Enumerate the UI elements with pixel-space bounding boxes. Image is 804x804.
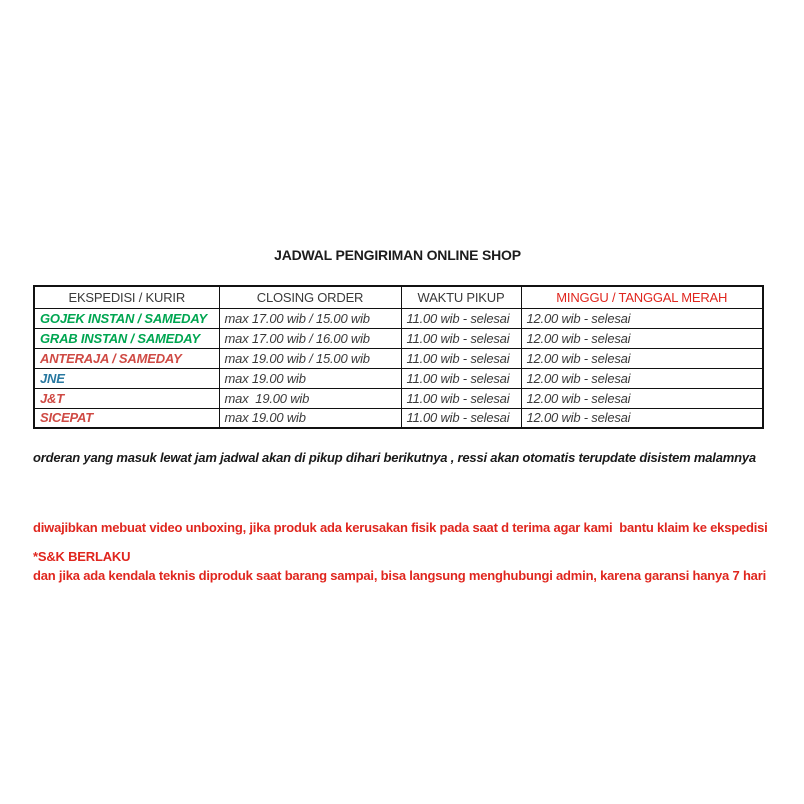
header-ekspedisi-kurir: EKSPEDISI / KURIR [34,286,219,308]
waktu-pikup-cell: 11.00 wib - selesai [401,308,521,328]
closing-order-cell: max 19.00 wib [219,408,401,428]
shipping-schedule-table [33,285,764,429]
minggu-cell: 12.00 wib - selesai [521,308,763,328]
note-unboxing-line-1: diwajibkan mebuat video unboxing, jika produk ada kerusakan fisik pada saat d terima agar kami bantu klaim ke ekspedisi [33,520,768,535]
closing-order-cell: max 19.00 wib / 15.00 wib [219,348,401,368]
courier-cell: GOJEK INSTAN / SAMEDAY [34,308,219,328]
note-unboxing-line-2: dan jika ada kendala teknis diproduk saat barang sampai, bisa langsung menghubungi admin, karena garansi hanya 7 hari [33,568,766,583]
minggu-cell: 12.00 wib - selesai [521,408,763,428]
minggu-cell: 12.00 wib - selesai [521,368,763,388]
courier-cell: GRAB INSTAN / SAMEDAY [34,328,219,348]
courier-cell: SICEPAT [34,408,219,428]
minggu-cell: 12.00 wib - selesai [521,348,763,368]
closing-order-cell: max 17.00 wib / 15.00 wib [219,308,401,328]
minggu-cell: 12.00 wib - selesai [521,388,763,408]
courier-cell: JNE [34,368,219,388]
header-closing-order: CLOSING ORDER [219,286,401,308]
table-row [34,328,763,348]
table-row [34,368,763,388]
closing-order-cell: max 17.00 wib / 16.00 wib [219,328,401,348]
courier-cell: ANTERAJA / SAMEDAY [34,348,219,368]
table-row [34,388,763,408]
table-row [34,308,763,328]
waktu-pikup-cell: 11.00 wib - selesai [401,388,521,408]
terms-label: *S&K BERLAKU [33,549,131,564]
table-row [34,408,763,428]
waktu-pikup-cell: 11.00 wib - selesai [401,408,521,428]
page-title: JADWAL PENGIRIMAN ONLINE SHOP [274,247,521,263]
closing-order-cell: max 19.00 wib [219,388,401,408]
waktu-pikup-cell: 11.00 wib - selesai [401,348,521,368]
waktu-pikup-cell: 11.00 wib - selesai [401,328,521,348]
header-minggu-tanggal-merah: MINGGU / TANGGAL MERAH [521,286,763,308]
closing-order-cell: max 19.00 wib [219,368,401,388]
header-waktu-pikup: WAKTU PIKUP [401,286,521,308]
waktu-pikup-cell: 11.00 wib - selesai [401,368,521,388]
minggu-cell: 12.00 wib - selesai [521,328,763,348]
table-row [34,348,763,368]
note-pickup-schedule: orderan yang masuk lewat jam jadwal akan di pikup dihari berikutnya , ressi akan otomatis terupdate disistem malamnya [33,450,756,465]
courier-cell: J&T [34,388,219,408]
table-header-row [34,286,763,308]
